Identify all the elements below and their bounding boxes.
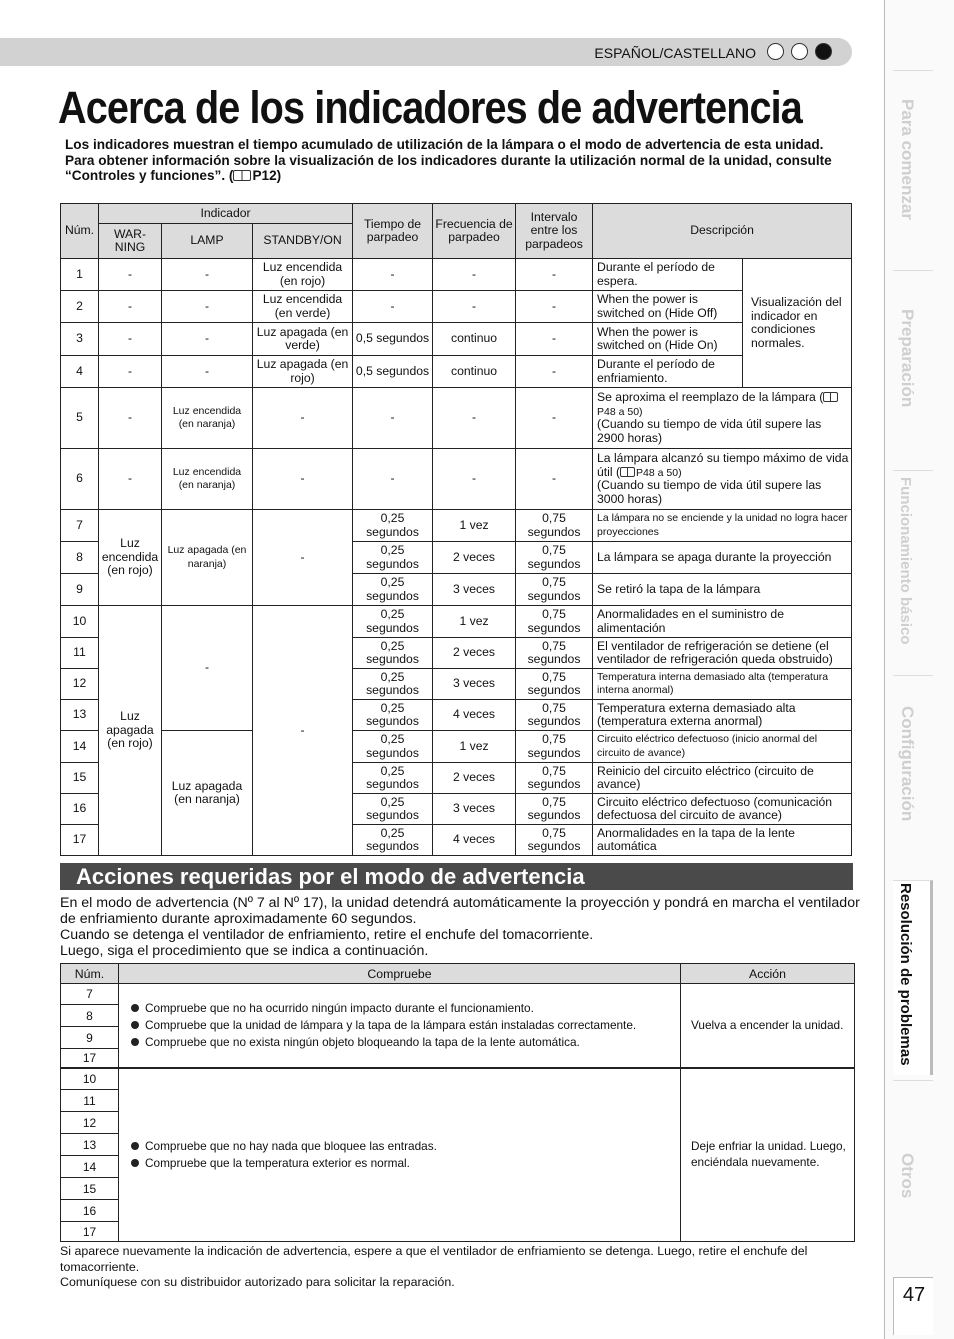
description-cell: La lámpara no se enciende y la unidad no logra hacer proyecciones	[593, 510, 852, 542]
header-num: Núm.	[61, 964, 119, 984]
description-cell: Anormalidades en la tapa de la lente automática	[593, 825, 852, 856]
circle-icon	[767, 43, 784, 60]
section-body: En el modo de advertencia (Nº 7 al Nº 17), la unidad detendrá automáticamente la proyección y pondrá en marcha el ventilador de enfriamiento durante aproximadamente 60 segundos. Cuando se detenga el ventilador de enfriamiento, retire el enchufe del tomacorriente. Luego, siga el procedimiento que se indica a continuación.	[60, 895, 860, 959]
description-cell: When the power is switched on (Hide Off)	[593, 291, 743, 323]
description-cell: El ventilador de refrigeración se detiene (el ventilador de refrigeración queda obstruido)	[593, 638, 852, 669]
header-accion: Acción	[681, 964, 855, 984]
book-icon	[620, 467, 635, 477]
row-num: 12	[61, 669, 99, 700]
row-num: 2	[61, 291, 99, 323]
action-cell: Deje enfriar la unidad. Luego, enciéndala nuevamente.	[681, 1068, 855, 1242]
description-cell: When the power is switched on (Hide On)	[593, 323, 743, 356]
book-icon	[233, 170, 251, 181]
check-list: Compruebe que no hay nada que bloquee las entradas. Compruebe que la temperatura exterior es normal.	[119, 1068, 681, 1242]
description-cell: La lámpara alcanzó su tiempo máximo de vida útil ( P48 a 50) (Cuando su tiempo de vida útil supere las 3000 horas)	[593, 449, 852, 510]
description-cell: Temperatura interna demasiado alta (temperatura interna anormal)	[593, 669, 852, 700]
row-num: 5	[61, 388, 99, 449]
header-descripcion: Descripción	[593, 204, 852, 259]
description-cell: Se retiró la tapa de la lámpara	[593, 574, 852, 606]
description-cell: Reinicio del circuito eléctrico (circuito de avance)	[593, 763, 852, 794]
header-lamp: LAMP	[162, 224, 253, 259]
description-cell: Temperatura externa demasiado alta (temperatura externa anormal)	[593, 700, 852, 731]
header-tiempo: Tiempo de parpadeo	[353, 204, 433, 259]
header-warning: WAR-NING	[99, 224, 162, 259]
row-num: 1	[61, 259, 99, 291]
tab-funcionamiento-basico[interactable]: Funcionamiento básico	[893, 470, 933, 670]
indicator-table: Núm. Indicador Tiempo de parpadeo Frecuencia de parpadeo Intervalo entre los parpadeos Descripción WAR-NING LAMP STANDBY/ON 1 - - Luz encendida (en rojo) - - - Durante el período de espera. Visualización del indicador en condiciones normales. 2 - - Luz encendida (en verde) - - - When the power is switched on (Hide Off) 3 - - Luz apagada (en verde) 0,5 segundos continuo - When the power is switched on (Hide On) 4 - - Luz apagada (en rojo) 0,5 segundos continuo - Durante el período de enfriamiento. 5 - Luz encendida (en naranja) - - - - Se aproxima el reemplazo de la lámpara (P48 a 50) (Cuando su tiempo de vida útil supere las 2900 horas) 6 - Luz encendida (en naranja) - - - - La lámpara alcanzó su tiempo máximo de vida útil ( P48 a 50) (Cuando su tiempo de vida útil supere las 3000 horas) 7 Luz encendida (en rojo) Luz apagada (en naranja) - 0,25 segundos 1 vez 0,75 segundos La lámpara no se enciende y la unidad no logra hacer proyecciones 8 0,25 segundos 2 veces 0,75 segundos La lámpara se apaga durante la proyección 9 0,25 segundos 3 veces 0,75 segundos Se retiró la tapa de la lámpara 10 Luz apagada (en rojo) - - 0,25 segundos 1 vez 0,75 segundos Anormalidades en el suministro de alimentación 11 0,25 segundos 2 veces 0,75 segundos El ventilador de refrigeración se detiene (el ventilador de refrigeración queda obstruido) 12 0,25 segundos 3 veces 0,75 segundos Temperatura interna demasiado alta (temperatura interna anormal) 13 0,25 segundos 4 veces 0,75 segundos Temperatura externa demasiado alta (temperatura externa anormal) 14 Luz apagada (en naranja) 0,25 segundos 1 vez 0,75 segundos Circuito eléctrico defectuoso (inicio anormal del circuito de avance) 15 0,25 segundos 2 veces 0,75 segundos Reinicio del circuito eléctrico (circuito de avance) 16 0,25 segundos 3 veces 0,75 segundos Circuito eléctrico defectuoso (comunicación defectuosa del circuito de avance) 17 0,25 segundos 4 veces 0,75 segundos Anormalidades en la tapa de la lente automática	[60, 203, 852, 856]
tab-resolucion-de-problemas[interactable]: Resolución de problemas	[893, 880, 933, 1075]
header-frecuencia: Frecuencia de parpadeo	[433, 204, 516, 259]
row-num: 8	[61, 542, 99, 574]
intro-line-2: Para obtener información sobre la visualización de los indicadores durante la utilización normal de la unidad, consulte “Controles y funciones”. ( P12)	[65, 152, 832, 183]
row-num: 13	[61, 700, 99, 731]
lamp-cell: Luz encendida (en naranja)	[162, 449, 253, 510]
normal-note: Visualización del indicador en condiciones normales.	[743, 259, 852, 388]
tab-para-comenzar[interactable]: Para comenzar	[893, 70, 933, 265]
page-number-box	[893, 1277, 933, 1335]
standby-cell: Luz encendida (en verde)	[253, 291, 353, 323]
row-num: 3	[61, 323, 99, 356]
standby-cell: Luz apagada (en verde)	[253, 323, 353, 356]
section-title: Acciones requeridas por el modo de advertencia	[76, 864, 585, 889]
lamp-cell: Luz apagada (en naranja)	[162, 731, 253, 856]
warning-cell: Luz encendida (en rojo)	[99, 510, 162, 606]
lamp-cell: Luz encendida (en naranja)	[162, 388, 253, 449]
circle-icon	[791, 43, 808, 60]
description-cell: Anormalidades en el suministro de alimentación	[593, 606, 852, 638]
header-compruebe: Compruebe	[119, 964, 681, 984]
actions-table: Núm. Compruebe Acción 7 Compruebe que no ha ocurrido ningún impacto durante el funcionamiento. Compruebe que la unidad de lámpara y la tapa de la lámpara están instaladas correctamente. Compruebe que no exista ningún objeto bloqueando la tapa de la lente automática. Vuelva a encender la unidad. 8 9 17 10 Compruebe que no hay nada que bloquee las entradas. Compruebe que la temperatura exterior es normal. Deje enfriar la unidad. Luego, enciéndala nuevamente. 11 12 13 14 15 16 17	[60, 963, 855, 1242]
tab-configuracion[interactable]: Configuración	[893, 675, 933, 875]
standby-cell: Luz encendida (en rojo)	[253, 259, 353, 291]
check-list: Compruebe que no ha ocurrido ningún impacto durante el funcionamiento. Compruebe que la unidad de lámpara y la tapa de la lámpara están instaladas correctamente. Compruebe que no exista ningún objeto bloqueando la tapa de la lente automática.	[119, 984, 681, 1068]
row-num: 10	[61, 606, 99, 638]
row-num: 11	[61, 638, 99, 669]
row-num: 14	[61, 731, 99, 763]
page-title: Acerca de los indicadores de advertencia	[58, 82, 802, 133]
page-ref: P12	[252, 168, 277, 183]
header-intervalo: Intervalo entre los parpadeos	[516, 204, 593, 259]
intro-line-1: Los indicadores muestran el tiempo acumulado de utilización de la lámpara o el modo de advertencia de esta unidad.	[65, 137, 824, 152]
standby-cell: Luz apagada (en rojo)	[253, 356, 353, 388]
language-bar	[0, 38, 852, 66]
tab-otros[interactable]: Otros	[893, 1080, 933, 1270]
row-num: 16	[61, 794, 99, 825]
description-cell: Durante el período de enfriamiento.	[593, 356, 743, 388]
row-num: 7	[61, 510, 99, 542]
tab-preparacion[interactable]: Preparación	[893, 270, 933, 465]
language-label: ESPAÑOL/CASTELLANO	[594, 45, 756, 61]
row-num: 6	[61, 449, 99, 510]
action-cell: Vuelva a encender la unidad.	[681, 984, 855, 1068]
header-num: Núm.	[61, 204, 99, 259]
section-header	[60, 863, 853, 890]
description-cell: Se aproxima el reemplazo de la lámpara (P48 a 50) (Cuando su tiempo de vida útil supere las 2900 horas)	[593, 388, 852, 449]
row-num: 17	[61, 825, 99, 856]
description-cell: Circuito eléctrico defectuoso (comunicación defectuosa del circuito de avance)	[593, 794, 852, 825]
row-num: 15	[61, 763, 99, 794]
row-num: 9	[61, 574, 99, 606]
lamp-cell: Luz apagada (en naranja)	[162, 510, 253, 606]
footer-note: Si aparece nuevamente la indicación de advertencia, espere a que el ventilador de enfriamiento se detenga. Luego, retire el enchufe del tomacorriente. Comuníquese con su distribuidor autorizado para solicitar la reparación.	[60, 1244, 808, 1289]
filled-circle-icon	[815, 43, 832, 60]
row-num: 4	[61, 356, 99, 388]
warning-cell: Luz apagada (en rojo)	[99, 606, 162, 856]
description-cell: Durante el período de espera.	[593, 259, 743, 291]
intro-text	[65, 137, 855, 184]
description-cell: La lámpara se apaga durante la proyección	[593, 542, 852, 574]
page-number: 47	[902, 1284, 926, 1306]
description-cell: Circuito eléctrico defectuoso (inicio anormal del circuito de avance)	[593, 731, 852, 763]
header-standby: STANDBY/ON	[253, 224, 353, 259]
book-icon	[823, 392, 838, 402]
header-indicador: Indicador	[99, 204, 353, 224]
